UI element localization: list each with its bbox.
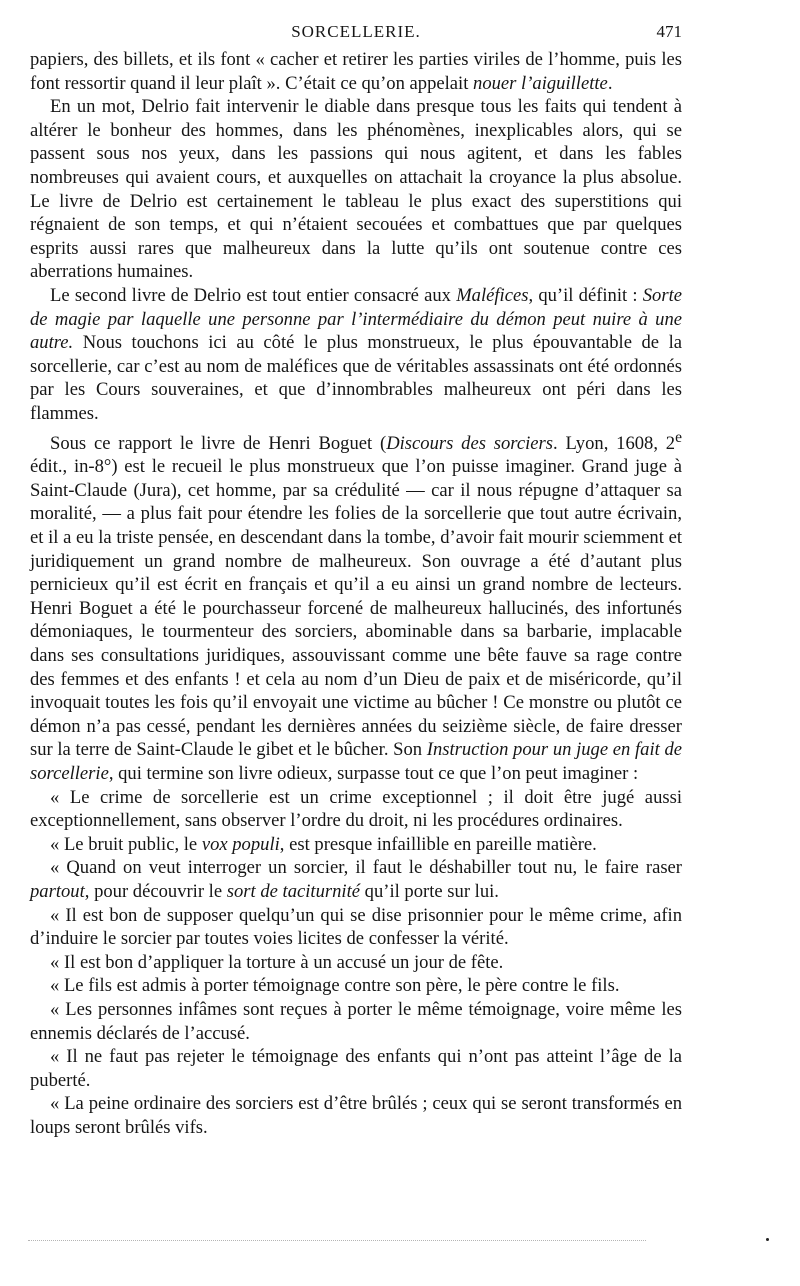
text-run: qu’il porte sur lui. (360, 880, 499, 902)
text-run: , pour découvrir le (84, 880, 227, 902)
text-run: édit., in-8°) est le recueil le plus monstrueux que l’on puisse imaginer. Grand juge à Saint-Claude (Jura), cet homme, par sa crédulité — car il nous répugne d’attaquer sa moralité, — a plus fait pour étendre les folies de la sorcellerie que tout autre écrivain, et il a eu la triste pensée, en descendant dans la tombe, d’avoir fait mourir sciemment et juridiquement un grand nombre de malheureux. Son ouvrage a été d’autant plus pernicieux qu’il est écrit en français et qu’il a eu ainsi un grand nombre de lecteurs. Henri Boguet a été le pourchasseur forcené de malheureux hallucinés, des infortunés démoniaques, le tourmenteur des sorciers, abominable dans sa barbarie, implacable dans ses consultations juridiques, assouvissant comme une bête fauve sa rage contre des femmes et des enfants ! et cela au nom d’un Dieu de paix et de miséricorde, qu’il invoquait toutes les fois qu’il envoyait une victime au bûcher ! Ce monstre ou plutôt ce démon n’a pas cessé, pendant les dernières années du seizième siècle, de faire dresser sur la terre de Saint-Claude le gibet et le bûcher. Son (30, 456, 682, 761)
quote-3 (30, 856, 682, 903)
page-number: 471 (656, 22, 682, 41)
paragraph-malefices (30, 284, 682, 426)
italic-term: vox populi (201, 833, 280, 855)
quote-7: « Les personnes infâmes sont reçues à porter le même témoignage, voire même les ennemis déclarés de l’accusé. (30, 998, 682, 1044)
text-run: , qu’il définit : (528, 284, 643, 306)
text-run: Sous ce rapport le livre de Henri Boguet ( (50, 432, 387, 454)
text-run: papiers, des billets, et ils font « cacher et retirer les parties viriles de l’homme, puis les font ressortir quand il leur plaît ». C’était ce qu’on appelait (30, 49, 682, 94)
text-run: « Quand on veut interroger un sorcier, il faut le déshabiller tout nu, le faire raser (50, 857, 682, 879)
paragraph-delrio: En un mot, Delrio fait intervenir le diable dans presque tous les faits qui tendent à altérer le bonheur des hommes, dans les phénomènes, inexplicables alors, qui se passent sous nos yeux, dans les passions qui nous agitent, et dans les fables nombreuses qui avaient cours, et auxquelles on attachait la croyance la plus absolue. Le livre de Delrio est certainement le tableau le plus exact des superstitions qui régnaient de son temps, et qui n’étaient secouées et combattues que par quelques esprits aussi rares que malheureux dans la lutte qu’ils ont soutenue contre ces aberrations humaines. (30, 96, 682, 283)
text-run: Le second livre de Delrio est tout entier consacré aux (50, 284, 457, 306)
quote-6: « Le fils est admis à porter témoignage contre son père, le père contre le fils. (50, 975, 620, 997)
paragraph-boguet (30, 426, 682, 786)
italic-title: Instruction pour un juge en fait de sorcellerie (30, 739, 683, 784)
italic-definition: Sorte de magie par laquelle une personne par l’intermédiaire du démon peut nuire à une autre. (30, 284, 682, 354)
text-run: , qui termine son livre odieux, surpasse tout ce que l’on peut imaginer : (108, 763, 639, 784)
footer-dotted-rule (28, 1240, 646, 1242)
running-title: SORCELLERIE. (291, 22, 421, 41)
italic-term: sort de taciturnité (226, 880, 361, 902)
quote-5: « Il est bon d’appliquer la torture à un accusé un jour de fête. (50, 951, 504, 973)
text-run: . (607, 72, 613, 94)
italic-title: Discours des sorciers (386, 432, 553, 454)
book-page (30, 20, 682, 1140)
quote-2 (30, 833, 682, 857)
italic-term: partout (30, 880, 85, 902)
superscript-edition: e (675, 428, 682, 446)
stray-ink-dot (766, 1238, 769, 1241)
text-run: . Lyon, 1608, 2 (553, 432, 676, 454)
italic-term: Maléfices (456, 284, 529, 306)
quote-9: « La peine ordinaire des sorciers est d’être brûlés ; ceux qui se seront transformés en loups seront brûlés vifs. (30, 1093, 682, 1138)
text-run: , est presque infaillible en pareille matière. (279, 833, 597, 855)
text-run: « Le bruit public, le (50, 833, 202, 855)
running-head (30, 20, 682, 44)
text-run: Nous touchons ici au côté le plus monstrueux, le plus épouvantable de la sorcellerie, car c’est au nom de maléfices que de véritables assassinats ont été ordonnés par les Cours souveraines, et que d’innombrables malheureux ont péri dans les flammes. (30, 332, 682, 424)
quote-1: « Le crime de sorcellerie est un crime exceptionnel ; il doit être jugé aussi exceptionnellement, sans observer l’ordre du droit, ni les procédures ordinaires. (30, 786, 682, 832)
paragraph-continuation (30, 48, 682, 95)
quote-8: « Il ne faut pas rejeter le témoignage des enfants qui n’ont pas atteint l’âge de la puberté. (30, 1046, 682, 1091)
quote-4: « Il est bon de supposer quelqu’un qui se dise prisonnier pour le même crime, afin d’induire le sorcier par toutes voies licites de confesser la vérité. (30, 904, 682, 950)
italic-term: nouer l’aiguillette (473, 72, 608, 94)
